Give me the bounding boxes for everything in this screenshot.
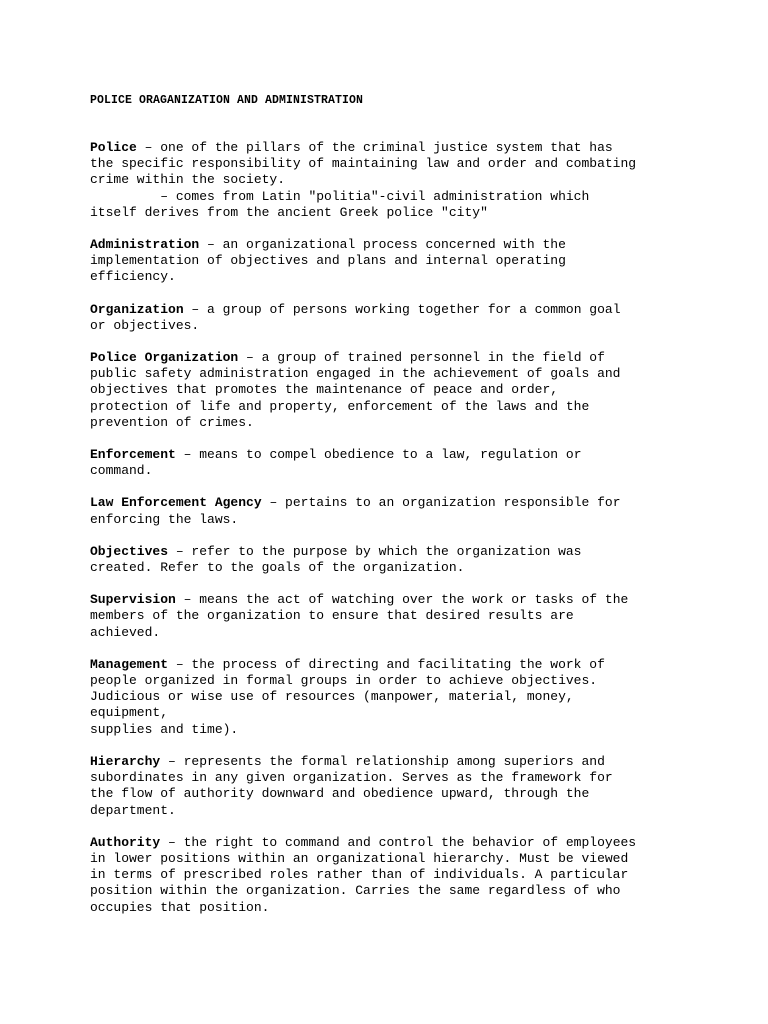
- document-page: [90, 93, 750, 916]
- definition-text: – one of the pillars of the criminal justice system that has the specific responsibility of maintaining law and order and combating crime within the society. – comes from Latin "politia"-civil administration which itself derives from the ancient Greek police "city": [90, 140, 637, 220]
- term-police: Police: [90, 140, 137, 155]
- definition-text: – pertains to an organization responsible for enforcing the laws.: [90, 495, 621, 527]
- definition-text: – represents the formal relationship among superiors and subordinates in any given organization. Serves as the framework for the flow of authority downward and obedience upward, through the department.: [90, 753, 613, 818]
- definition-text: – the right to command and control the behavior of employees in lower positions within an organizational hierarchy. Must be viewed in terms of prescribed roles rather than of individuals. A particular position within the organization. Carries the same regardless of who occupies that position.: [90, 834, 637, 915]
- definition-entry-police-organization: [90, 350, 750, 431]
- term-objectives: Objectives: [90, 543, 169, 559]
- term-supervision: Supervision: [90, 592, 176, 608]
- definition-entry-organization: [90, 302, 750, 334]
- term-organization: Organization: [90, 301, 184, 317]
- definition-entry-enforcement: [90, 447, 750, 479]
- definition-entry-law-enforcement-agency: [90, 495, 750, 527]
- definition-text: – a group of persons working together for a common goal or objectives.: [90, 301, 621, 333]
- definition-entry-supervision: [90, 592, 750, 641]
- document-title: POLICE ORAGANIZATION AND ADMINISTRATION: [90, 94, 364, 107]
- definition-entry-police: [90, 140, 750, 221]
- term-police-organization: Police Organization: [90, 350, 239, 366]
- term-law-enforcement-agency: Law Enforcement Agency: [90, 495, 262, 511]
- term-hierarchy: Hierarchy: [90, 753, 161, 769]
- definition-text: – means to compel obedience to a law, regulation or command.: [90, 447, 582, 479]
- definition-entry-objectives: [90, 544, 750, 576]
- term-management: Management: [90, 656, 169, 672]
- term-administration: Administration: [90, 237, 200, 253]
- term-authority: Authority: [90, 834, 161, 850]
- definition-entry-hierarchy: [90, 754, 750, 819]
- definition-text: – means the act of watching over the work or tasks of the members of the organization to ensure that desired results are achieved.: [90, 592, 629, 640]
- definition-text: – refer to the purpose by which the organization was created. Refer to the goals of the organization.: [90, 543, 582, 576]
- definition-entry-authority: [90, 835, 750, 916]
- definition-text: – a group of trained personnel in the field of public safety administration engaged in the achievement of goals and objectives that promotes the maintenance of peace and order, protection of life and property, enforcement of the laws and the prevention of crimes.: [90, 350, 621, 430]
- definition-text: – the process of directing and facilitating the work of people organized in formal groups in order to achieve objectives. Judicious or wise use of resources (manpower, material, money, equipment, supplies and time).: [90, 656, 605, 737]
- definition-entry-administration: [90, 237, 750, 286]
- definition-text: – an organizational process concerned with the implementation of objectives and plans and internal operating efficiency.: [90, 237, 566, 285]
- definition-entry-management: [90, 657, 750, 738]
- term-enforcement: Enforcement: [90, 447, 176, 463]
